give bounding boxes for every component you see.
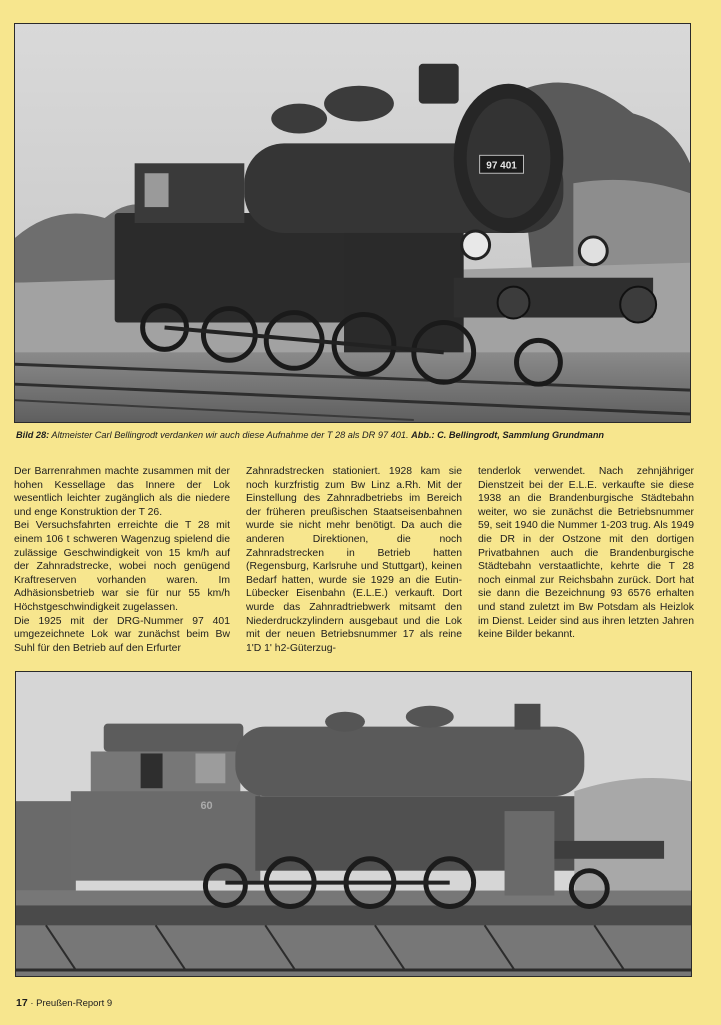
page-footer [16,997,112,1009]
paragraph: Zahnradstrecken stationiert. 1928 kam sie noch kurzfristig zum Bw Linz a.Rh. Mit der Einstellung des Zahnradbetriebs im Bereich der früheren preußischen Staatseisenbahnen wurde sie nicht mehr benötigt. Da auch die anderen Direktionen, die noch Zahnradstrecken in Betrieb hatten (Regensburg, Karlsruhe und Stuttgart), keinen Bedarf hatten, wurde sie 1929 an die Eutin-Lübecker Eisenbahn (E.L.E.) verkauft. Dort wurde das Zahnradtriebwerk mitsamt den Niederdruckzylindern ausgebaut und die Lok mit der neuen Betriebsnummer 17 als reine 1'D 1' h2-Güterzug- [246,466,462,654]
photo-locomotive-97401-image [15,24,690,422]
text-column-2 [246,465,462,655]
photo-locomotive-side-view [15,671,692,977]
paragraph: Die 1925 mit der DRG-Nummer 97 401 umgezeichnete Lok war zunächst beim Bw Suhl für den Betrieb auf den Erfurter [14,615,230,654]
caption-text: Altmeister Carl Bellingrodt verdanken wir auch diese Aufnahme der T 28 als DR 97 401. [49,430,412,440]
photo-number-plate: 60 [200,800,213,813]
text-column-3 [478,465,694,642]
photo-number-plate: 97 401 [486,160,517,172]
caption-label: Bild 28: [16,430,50,440]
text-column-1 [14,465,230,655]
publication-title: Preußen-Report 9 [36,998,113,1009]
paragraph: Bei Versuchsfahrten erreichte die T 28 mit einem 106 t schweren Wagenzug spielend die zulässige Geschwindigkeit von 15 km/h auf der Zahnradstrecke, wobei noch genügend Kraftreserven vorhanden waren. Im Adhäsionsbetrieb war sie für nur 55 km/h Höchstgeschwindigkeit zugelassen. [14,520,230,613]
photo-locomotive-97401 [14,23,691,423]
paragraph: tenderlok verwendet. Nach zehnjähriger Dienstzeit bei der E.L.E. verkaufte sie diese 1938 an die Brandenburgische Städtebahn weiter, wo sie zunächst die Betriebsnummer 59, seit 1940 die Nummer 1-203 trug. Als 1949 die DR in der Ostzone mit den dortigen Privatbahnen auch die Brandenburgische Städtebahn verstaatlichte, kehrte die T 28 noch einmal zur Reichsbahn zurück. Dort hat sie dann die Bezeichnung 93 6576 erhalten und stand zuletzt im Bw Potsdam als Heizlok im Dienst. Leider sind aus ihren letzten Jahren keine Bilder bekannt. [478,466,694,641]
photo-locomotive-side-view-image [16,672,691,976]
page-number: 17 [16,997,28,1009]
paragraph: Der Barrenrahmen machte zusammen mit der hohen Kessellage das Innere der Lok wesentlich leichter zugänglich als die niedere und enge Konstruktion der T 26. [14,466,230,518]
footer-separator: · [30,998,34,1009]
caption-credit-label: Abb.: [411,430,435,440]
photo-caption [16,429,706,441]
caption-credit: C. Bellingrodt, Sammlung Grundmann [434,430,605,440]
